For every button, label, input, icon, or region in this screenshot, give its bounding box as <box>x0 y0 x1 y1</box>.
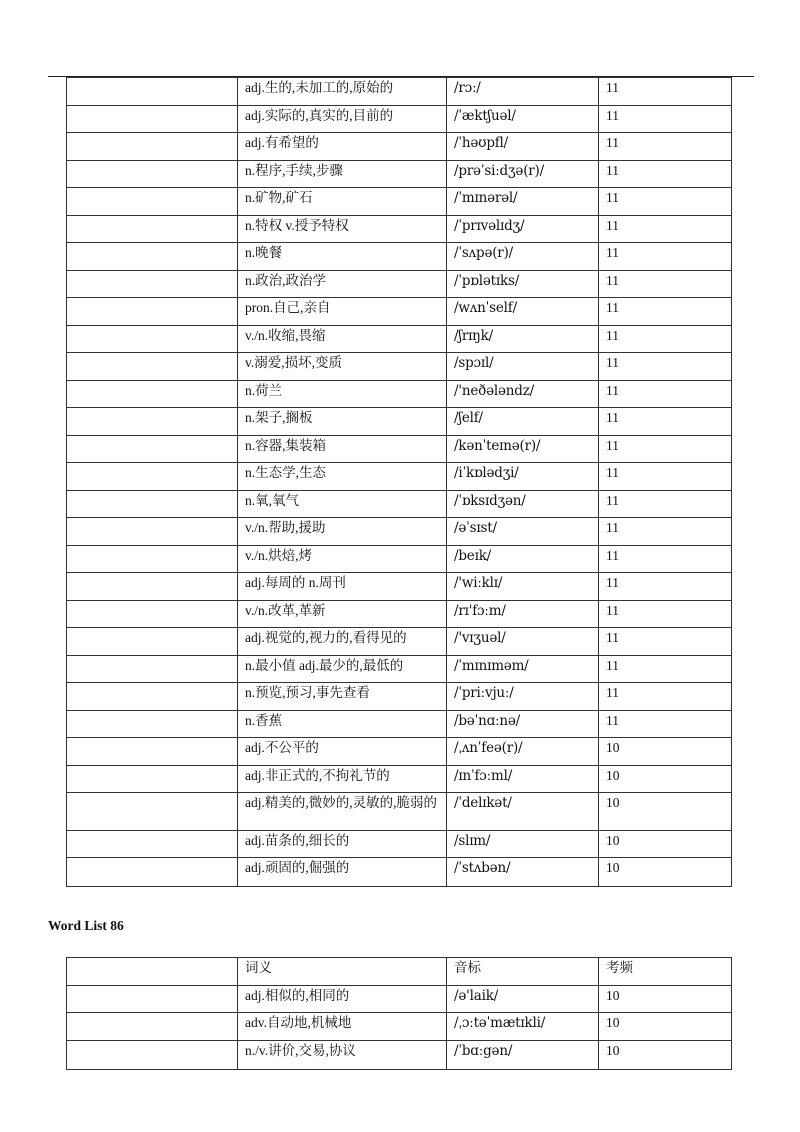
frequency-cell: 11 <box>599 106 732 133</box>
frequency-cell: 11 <box>599 683 732 711</box>
word-cell <box>67 858 238 887</box>
phonetic-cell: /'wiːklɪ/ <box>447 573 599 601</box>
table-row <box>67 78 732 106</box>
meaning-cell: n.政治,政治学 <box>238 271 447 298</box>
frequency-cell: 11 <box>599 216 732 243</box>
phonetic-cell: /ˈpriːvjuː/ <box>447 683 599 711</box>
meaning-cell: v./n.帮助,援助 <box>238 518 447 546</box>
phonetic-cell: /ʃelf/ <box>447 408 599 436</box>
table-row <box>67 986 732 1013</box>
meaning-cell: adj.顽固的,倔强的 <box>238 858 447 887</box>
table-row <box>67 353 732 381</box>
table-row <box>67 518 732 546</box>
table-row <box>67 546 732 573</box>
meaning-cell: n.架子,搁板 <box>238 408 447 436</box>
meaning-cell: adj.精美的,微妙的,灵敏的,脆弱的 <box>238 793 447 831</box>
word-cell <box>67 408 238 436</box>
header-phonetic: 音标 <box>447 958 599 986</box>
frequency-cell: 11 <box>599 628 732 656</box>
meaning-cell: adj.生的,未加工的,原始的 <box>238 78 447 106</box>
phonetic-cell: /ˈmɪnɪməm/ <box>447 656 599 683</box>
word-cell <box>67 381 238 408</box>
frequency-cell: 11 <box>599 711 732 738</box>
frequency-cell: 11 <box>599 298 732 326</box>
phonetic-cell: /ˈstʌbən/ <box>447 858 599 887</box>
word-cell <box>67 106 238 133</box>
phonetic-cell: /'neðələndz/ <box>447 381 599 408</box>
table-row <box>67 738 732 766</box>
meaning-cell: v./n.改革,革新 <box>238 601 447 628</box>
table-row <box>67 298 732 326</box>
frequency-cell: 10 <box>599 766 732 793</box>
phonetic-cell: /ʃrɪŋk/ <box>447 326 599 353</box>
frequency-cell: 11 <box>599 656 732 683</box>
table-row <box>67 436 732 463</box>
word-cell <box>67 986 238 1013</box>
table-row <box>67 628 732 656</box>
word-table-86 <box>66 957 732 1070</box>
table-row <box>67 793 732 831</box>
meaning-cell: n.荷兰 <box>238 381 447 408</box>
frequency-cell: 11 <box>599 161 732 188</box>
word-cell <box>67 243 238 271</box>
phonetic-cell: /spɔɪl/ <box>447 353 599 381</box>
table-row <box>67 858 732 887</box>
phonetic-cell: /rɔː/ <box>447 78 599 106</box>
header-word-cell <box>67 958 238 986</box>
phonetic-cell: /ˈmɪnərəl/ <box>447 188 599 216</box>
phonetic-cell: /iˈkɒlədʒi/ <box>447 463 599 491</box>
frequency-cell: 11 <box>599 408 732 436</box>
frequency-cell: 11 <box>599 518 732 546</box>
frequency-cell: 11 <box>599 133 732 161</box>
table-row <box>67 656 732 683</box>
phonetic-cell: /ˈpɒlətɪks/ <box>447 271 599 298</box>
phonetic-cell: /ˌɔːtəˈmætɪkli/ <box>447 1013 599 1041</box>
table-row <box>67 601 732 628</box>
word-cell <box>67 573 238 601</box>
word-cell <box>67 793 238 831</box>
meaning-cell: n.生态学,生态 <box>238 463 447 491</box>
meaning-cell: v.溺爱,损坏,变质 <box>238 353 447 381</box>
table-row <box>67 106 732 133</box>
meaning-cell: pron.自己,亲自 <box>238 298 447 326</box>
frequency-cell: 11 <box>599 353 732 381</box>
frequency-cell: 11 <box>599 326 732 353</box>
meaning-cell: adj.不公平的 <box>238 738 447 766</box>
word-cell <box>67 628 238 656</box>
frequency-cell: 11 <box>599 436 732 463</box>
phonetic-cell: /ˈæktʃuəl/ <box>447 106 599 133</box>
phonetic-cell: /ɪnˈfɔːml/ <box>447 766 599 793</box>
word-cell <box>67 326 238 353</box>
meaning-cell: n.程序,手续,步骤 <box>238 161 447 188</box>
phonetic-cell: /wʌnˈself/ <box>447 298 599 326</box>
frequency-cell: 10 <box>599 1013 732 1041</box>
frequency-cell: 11 <box>599 188 732 216</box>
frequency-cell: 10 <box>599 858 732 887</box>
word-cell <box>67 683 238 711</box>
phonetic-cell: /ˈbɑːgən/ <box>447 1041 599 1070</box>
phonetic-cell: /slɪm/ <box>447 831 599 858</box>
phonetic-cell: /bəˈnɑːnə/ <box>447 711 599 738</box>
phonetic-cell: /ˈɒksɪdʒən/ <box>447 491 599 518</box>
meaning-cell: v./n.烘焙,烤 <box>238 546 447 573</box>
frequency-cell: 11 <box>599 573 732 601</box>
word-cell <box>67 463 238 491</box>
phonetic-cell: /rɪ'fɔːm/ <box>447 601 599 628</box>
table-row <box>67 381 732 408</box>
meaning-cell: adj.有希望的 <box>238 133 447 161</box>
phonetic-cell: /beɪk/ <box>447 546 599 573</box>
word-cell <box>67 656 238 683</box>
table-row <box>67 243 732 271</box>
table-row <box>67 188 732 216</box>
frequency-cell: 10 <box>599 738 732 766</box>
word-cell <box>67 133 238 161</box>
frequency-cell: 11 <box>599 546 732 573</box>
frequency-cell: 11 <box>599 601 732 628</box>
header-freq: 考频 <box>599 958 732 986</box>
table-row <box>67 408 732 436</box>
phonetic-cell: /ˈsʌpə(r)/ <box>447 243 599 271</box>
word-cell <box>67 601 238 628</box>
word-cell <box>67 188 238 216</box>
meaning-cell: n./v.讲价,交易,协议 <box>238 1041 447 1070</box>
phonetic-cell: /ˈprɪvəlɪdʒ/ <box>447 216 599 243</box>
word-cell <box>67 436 238 463</box>
header-meaning: 词义 <box>238 958 447 986</box>
meaning-cell: n.最小值 adj.最少的,最低的 <box>238 656 447 683</box>
word-cell <box>67 831 238 858</box>
table-row <box>67 573 732 601</box>
table-row <box>67 711 732 738</box>
table-row <box>67 766 732 793</box>
phonetic-cell: /ə'laik/ <box>447 986 599 1013</box>
meaning-cell: adj.苗条的,细长的 <box>238 831 447 858</box>
frequency-cell: 10 <box>599 1041 732 1070</box>
frequency-cell: 11 <box>599 271 732 298</box>
meaning-cell: adj.非正式的,不拘礼节的 <box>238 766 447 793</box>
phonetic-cell: /prəˈsiːdʒə(r)/ <box>447 161 599 188</box>
frequency-cell: 10 <box>599 986 732 1013</box>
phonetic-cell: /kənˈteɪnə(r)/ <box>447 436 599 463</box>
meaning-cell: n.香蕉 <box>238 711 447 738</box>
word-cell <box>67 1013 238 1041</box>
phonetic-cell: /'vɪʒuəl/ <box>447 628 599 656</box>
word-cell <box>67 738 238 766</box>
frequency-cell: 10 <box>599 793 732 831</box>
word-cell <box>67 353 238 381</box>
table-row <box>67 161 732 188</box>
meaning-cell: adv.自动地,机械地 <box>238 1013 447 1041</box>
table-row <box>67 683 732 711</box>
table-row <box>67 326 732 353</box>
table-row <box>67 463 732 491</box>
meaning-cell: v./n.收缩,畏缩 <box>238 326 447 353</box>
frequency-cell: 10 <box>599 831 732 858</box>
word-cell <box>67 491 238 518</box>
phonetic-cell: /ˌʌnˈfeə(r)/ <box>447 738 599 766</box>
table-row <box>67 1041 732 1070</box>
phonetic-cell: /ˈhəʊpfl/ <box>447 133 599 161</box>
word-cell <box>67 546 238 573</box>
table-row <box>67 271 732 298</box>
meaning-cell: adj.相似的,相同的 <box>238 986 447 1013</box>
meaning-cell: adj.每周的 n.周刊 <box>238 573 447 601</box>
frequency-cell: 11 <box>599 243 732 271</box>
meaning-cell: n.矿物,矿石 <box>238 188 447 216</box>
word-cell <box>67 161 238 188</box>
meaning-cell: n.预览,预习,事先查看 <box>238 683 447 711</box>
word-cell <box>67 711 238 738</box>
meaning-cell: n.晚餐 <box>238 243 447 271</box>
phonetic-cell: /əˈsɪst/ <box>447 518 599 546</box>
table-row <box>67 1013 732 1041</box>
meaning-cell: adj.视觉的,视力的,看得见的 <box>238 628 447 656</box>
word-cell <box>67 271 238 298</box>
word-table-continued <box>66 77 732 887</box>
word-cell <box>67 216 238 243</box>
frequency-cell: 11 <box>599 78 732 106</box>
word-cell <box>67 518 238 546</box>
word-cell <box>67 78 238 106</box>
meaning-cell: n.特权 v.授予特权 <box>238 216 447 243</box>
meaning-cell: n.容器,集装箱 <box>238 436 447 463</box>
word-cell <box>67 298 238 326</box>
table-header-row <box>67 958 732 986</box>
word-cell <box>67 766 238 793</box>
table-row <box>67 216 732 243</box>
frequency-cell: 11 <box>599 381 732 408</box>
table-row <box>67 133 732 161</box>
table-row <box>67 491 732 518</box>
meaning-cell: n.氧,氧气 <box>238 491 447 518</box>
frequency-cell: 11 <box>599 491 732 518</box>
meaning-cell: adj.实际的,真实的,目前的 <box>238 106 447 133</box>
phonetic-cell: /ˈdelɪkət/ <box>447 793 599 831</box>
section-title: Word List 86 <box>48 918 124 933</box>
table-row <box>67 831 732 858</box>
frequency-cell: 11 <box>599 463 732 491</box>
word-cell <box>67 1041 238 1070</box>
